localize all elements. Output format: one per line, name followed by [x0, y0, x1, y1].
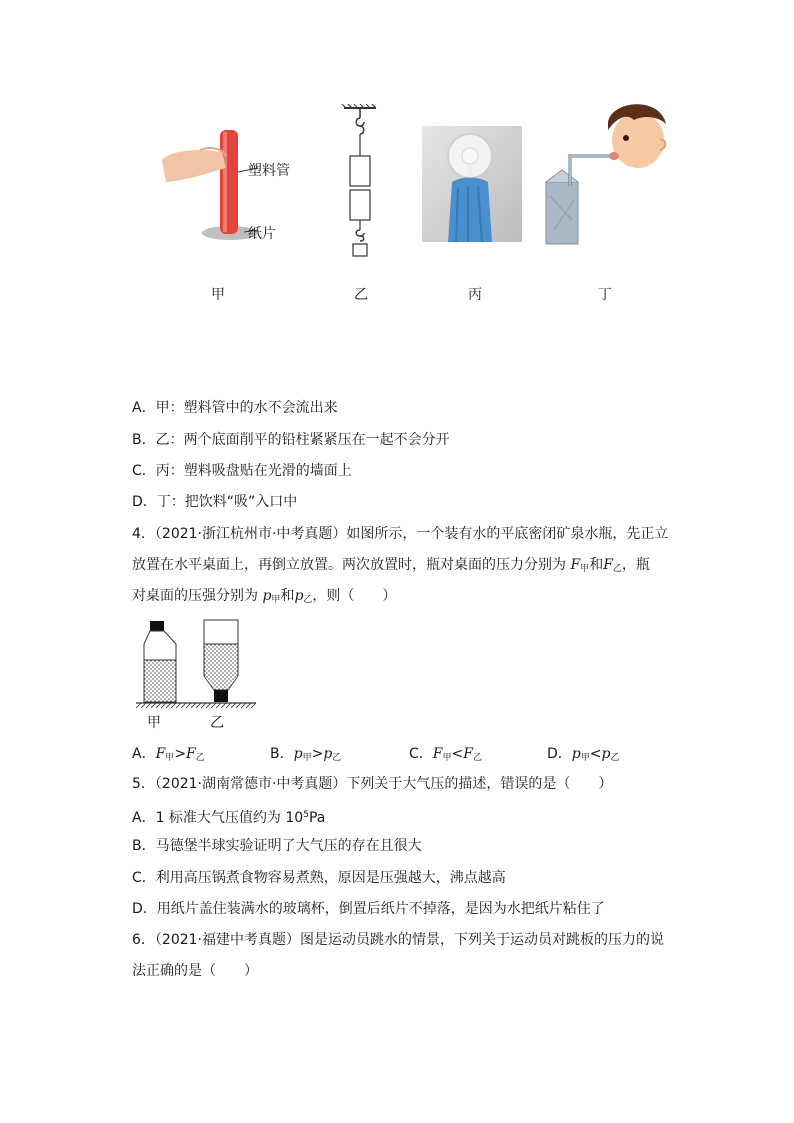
- option-sub: 甲: [580, 753, 590, 763]
- q5-option-c: C．利用高压锅煮食物容易煮熟，原因是压强越大，沸点越高: [132, 870, 506, 886]
- q4-stem-line3-text: 对桌面的压强分别为: [132, 588, 258, 604]
- option-symbol: p: [293, 746, 303, 762]
- caption-jia: 甲: [211, 287, 225, 303]
- q4-label-yi: 乙: [210, 715, 224, 731]
- option-symbol: p: [323, 746, 333, 762]
- q5-option-d: D．用纸片盖住装满水的玻璃杯，倒置后纸片不掉落，是因为水把纸片粘住了: [132, 901, 605, 917]
- q6-stem-line1: 6．（2021·福建中考真题）图是运动员跳水的情景，下列关于运动员对跳板的压力的说: [132, 932, 664, 948]
- q5-stem: 5．（2021·湖南常德市·中考真题）下列关于大气压的描述，错误的是（ ）: [132, 776, 613, 792]
- option-op: <: [451, 746, 464, 762]
- q4-stem-line2-text: 放置在水平桌面上，再倒立放置。两次放置时，瓶对桌面的压力分别为: [132, 557, 566, 573]
- option-letter: D．: [547, 746, 572, 762]
- q5-option-a-unit: Pa: [308, 810, 326, 826]
- sub-yi: 乙: [612, 564, 622, 574]
- option-letter: B．: [270, 746, 294, 762]
- sub-jia: 甲: [271, 595, 281, 605]
- option-op: >: [174, 746, 187, 762]
- option-sub: 乙: [472, 753, 482, 763]
- q3-option-d: D．丁：把饮料“吸”入口中: [132, 494, 298, 510]
- q4-option-d: [547, 744, 619, 768]
- q4-option-a: [132, 744, 205, 768]
- figure-top: [150, 100, 670, 310]
- option-symbol: F: [155, 746, 166, 762]
- caption-bing: 丙: [468, 287, 482, 303]
- option-symbol: F: [463, 746, 473, 762]
- q4-stem-line2-end: ，瓶: [621, 557, 650, 573]
- symbol-f: F: [603, 557, 613, 573]
- figure-ding-drinking: [542, 100, 672, 250]
- red-tube: [220, 130, 238, 234]
- q5-option-a-exponent: 5: [303, 810, 309, 820]
- q3-option-a: A．甲：塑料管中的水不会流出来: [132, 400, 338, 416]
- q4-option-b: [270, 744, 341, 768]
- q5-option-b: B．马德堡半球实验证明了大气压的存在且很大: [132, 838, 422, 854]
- q5-option-a: [132, 805, 325, 828]
- figure-jia-tube: [160, 120, 320, 250]
- caption-ding: 丁: [598, 287, 612, 303]
- symbol-p: p: [294, 588, 304, 604]
- q6-stem-line2: 法正确的是（ ）: [132, 963, 258, 979]
- option-sub: 甲: [165, 753, 175, 763]
- option-sub: 乙: [610, 753, 620, 763]
- figure-yi-cylinders: [340, 104, 380, 264]
- label-tube: 塑料管: [248, 163, 290, 179]
- q4-label-jia: 甲: [147, 715, 161, 731]
- and-text: 和: [589, 557, 604, 573]
- q4-stem-line1: 4．（2021·浙江杭州市·中考真题）如图所示，一个装有水的平底密闭矿泉水瓶，先正立: [132, 526, 669, 542]
- sub-yi: 乙: [303, 595, 313, 605]
- label-paper: 纸片: [248, 226, 276, 242]
- caption-yi: 乙: [354, 287, 368, 303]
- q5-option-a-text: A．1 标准大气压值约为 10: [132, 810, 304, 826]
- option-sub: 乙: [332, 753, 342, 763]
- option-symbol: F: [432, 746, 443, 762]
- q4-stem-line3-end: ，则（ ）: [312, 588, 397, 604]
- option-symbol: F: [186, 746, 196, 762]
- figure-bing-suction-cup: [422, 126, 522, 242]
- sub-jia: 甲: [580, 564, 590, 574]
- option-symbol: p: [601, 746, 611, 762]
- q3-option-c: C．丙：塑料吸盘贴在光滑的墙面上: [132, 463, 352, 479]
- figure-q4-bottles: [136, 618, 256, 710]
- option-letter: A．: [132, 746, 156, 762]
- hand: [162, 150, 226, 182]
- option-symbol: p: [571, 746, 581, 762]
- option-sub: 甲: [302, 753, 312, 763]
- q4-stem-line2: [132, 555, 650, 579]
- option-sub: 甲: [442, 753, 452, 763]
- q4-option-c: [409, 744, 482, 768]
- option-op: <: [589, 746, 602, 762]
- q3-option-b: B．乙：两个底面削平的铅柱紧紧压在一起不会分开: [132, 432, 450, 448]
- option-letter: C．: [409, 746, 433, 762]
- and-text: 和: [280, 588, 295, 604]
- q4-stem-line3: [132, 586, 396, 610]
- option-op: >: [311, 746, 324, 762]
- option-sub: 乙: [195, 753, 205, 763]
- symbol-f: F: [570, 557, 581, 573]
- symbol-p: p: [262, 588, 272, 604]
